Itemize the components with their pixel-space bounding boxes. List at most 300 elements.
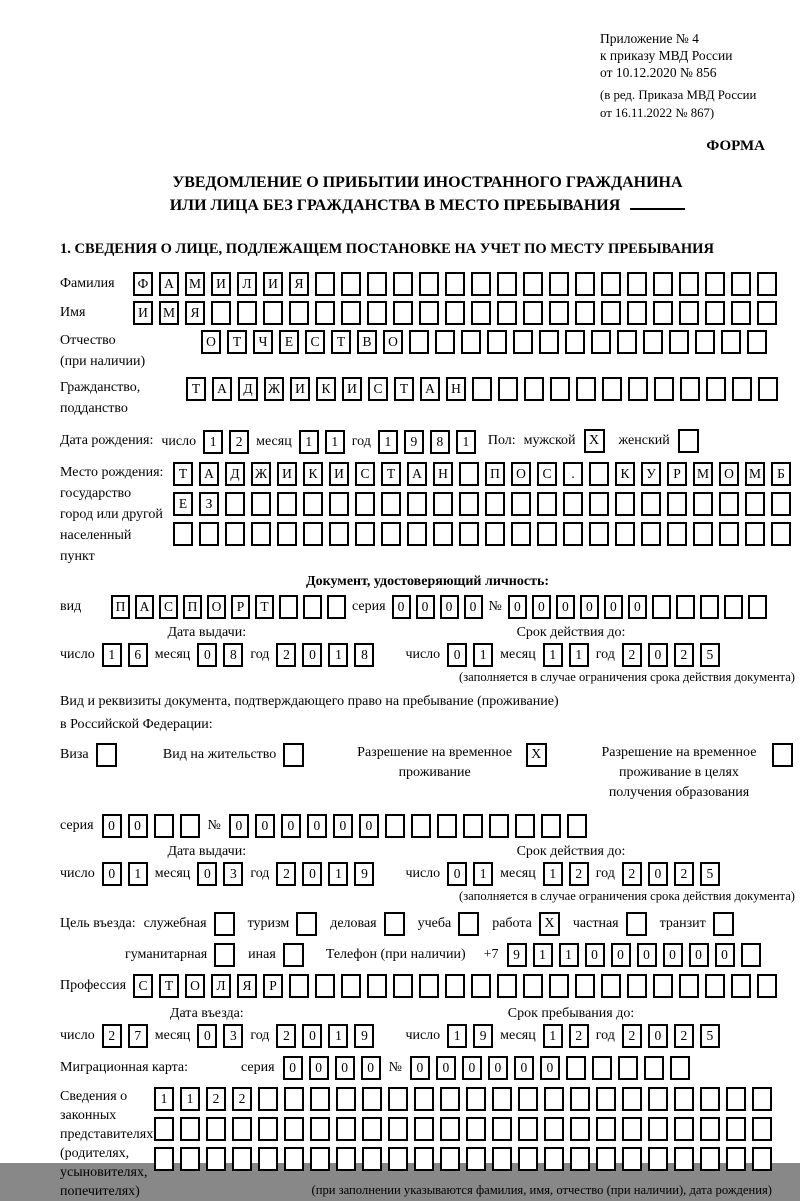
char-cell[interactable] <box>277 522 297 546</box>
char-cell[interactable]: 0 <box>283 1056 303 1080</box>
char-cell[interactable] <box>341 272 361 296</box>
char-cell[interactable]: И <box>329 462 349 486</box>
char-cell[interactable] <box>232 1147 252 1171</box>
char-cell[interactable]: 5 <box>700 1024 720 1048</box>
char-cell[interactable]: Ж <box>251 462 271 486</box>
char-cell[interactable]: 9 <box>354 1024 374 1048</box>
char-cell[interactable] <box>355 522 375 546</box>
char-cell[interactable]: Р <box>263 974 283 998</box>
char-cell[interactable] <box>414 1147 434 1171</box>
char-cell[interactable]: 0 <box>604 595 623 619</box>
char-cell[interactable] <box>411 814 431 838</box>
char-cell[interactable] <box>407 522 427 546</box>
char-cell[interactable] <box>440 1147 460 1171</box>
char-cell[interactable]: С <box>159 595 178 619</box>
char-cell[interactable]: 2 <box>674 1024 694 1048</box>
char-cell[interactable]: Т <box>186 377 206 401</box>
char-cell[interactable]: 9 <box>473 1024 493 1048</box>
char-cell[interactable] <box>154 814 174 838</box>
char-cell[interactable]: 0 <box>440 595 459 619</box>
char-cell[interactable]: 7 <box>128 1024 148 1048</box>
char-cell[interactable]: И <box>277 462 297 486</box>
char-cell[interactable] <box>628 377 648 401</box>
char-cell[interactable] <box>627 272 647 296</box>
char-cell[interactable] <box>576 377 596 401</box>
char-cell[interactable] <box>315 301 335 325</box>
sex-male-checkbox[interactable]: X <box>584 429 605 453</box>
char-cell[interactable] <box>407 492 427 516</box>
char-cell[interactable]: А <box>407 462 427 486</box>
char-cell[interactable] <box>393 272 413 296</box>
char-cell[interactable] <box>652 595 671 619</box>
char-cell[interactable] <box>617 330 637 354</box>
char-cell[interactable] <box>726 1117 746 1141</box>
char-cell[interactable] <box>381 492 401 516</box>
char-cell[interactable]: С <box>355 462 375 486</box>
char-cell[interactable]: 0 <box>392 595 411 619</box>
char-cell[interactable]: П <box>183 595 202 619</box>
char-cell[interactable] <box>485 492 505 516</box>
checkbox-turizm[interactable] <box>296 912 317 936</box>
char-cell[interactable] <box>154 1117 174 1141</box>
char-cell[interactable] <box>653 301 673 325</box>
char-cell[interactable]: 0 <box>197 643 217 667</box>
char-cell[interactable] <box>154 1147 174 1171</box>
char-cell[interactable] <box>289 974 309 998</box>
char-cell[interactable]: 5 <box>700 643 720 667</box>
char-cell[interactable]: 2 <box>674 643 694 667</box>
char-cell[interactable] <box>589 462 609 486</box>
char-cell[interactable] <box>567 814 587 838</box>
char-cell[interactable] <box>393 301 413 325</box>
char-cell[interactable]: 1 <box>473 862 493 886</box>
char-cell[interactable] <box>310 1087 330 1111</box>
char-cell[interactable] <box>757 974 777 998</box>
char-cell[interactable]: Ж <box>264 377 284 401</box>
checkbox-rabota[interactable]: X <box>539 912 560 936</box>
char-cell[interactable]: М <box>745 462 765 486</box>
char-cell[interactable] <box>388 1087 408 1111</box>
char-cell[interactable]: 0 <box>102 814 122 838</box>
char-cell[interactable] <box>549 974 569 998</box>
char-cell[interactable] <box>206 1147 226 1171</box>
char-cell[interactable]: 3 <box>223 862 243 886</box>
char-cell[interactable] <box>518 1117 538 1141</box>
char-cell[interactable] <box>550 377 570 401</box>
char-cell[interactable] <box>622 1087 642 1111</box>
char-cell[interactable] <box>388 1147 408 1171</box>
char-cell[interactable] <box>289 301 309 325</box>
char-cell[interactable] <box>173 522 193 546</box>
char-cell[interactable] <box>700 1087 720 1111</box>
char-cell[interactable] <box>745 522 765 546</box>
char-cell[interactable] <box>674 1087 694 1111</box>
char-cell[interactable]: О <box>383 330 403 354</box>
char-cell[interactable]: 2 <box>674 862 694 886</box>
char-cell[interactable]: 2 <box>622 862 642 886</box>
char-cell[interactable] <box>336 1087 356 1111</box>
char-cell[interactable]: М <box>185 272 205 296</box>
char-cell[interactable] <box>670 1056 690 1080</box>
char-cell[interactable]: 2 <box>569 1024 589 1048</box>
char-cell[interactable] <box>537 492 557 516</box>
char-cell[interactable] <box>618 1056 638 1080</box>
char-cell[interactable] <box>752 1117 772 1141</box>
char-cell[interactable] <box>393 974 413 998</box>
char-cell[interactable] <box>693 492 713 516</box>
checkbox-delovaya[interactable] <box>384 912 405 936</box>
char-cell[interactable] <box>648 1147 668 1171</box>
char-cell[interactable] <box>644 1056 664 1080</box>
char-cell[interactable] <box>414 1087 434 1111</box>
char-cell[interactable] <box>741 943 761 967</box>
char-cell[interactable] <box>498 377 518 401</box>
char-cell[interactable] <box>589 522 609 546</box>
char-cell[interactable] <box>199 522 219 546</box>
char-cell[interactable] <box>695 330 715 354</box>
char-cell[interactable]: 0 <box>514 1056 534 1080</box>
char-cell[interactable]: 0 <box>361 1056 381 1080</box>
char-cell[interactable] <box>329 522 349 546</box>
char-cell[interactable] <box>731 974 751 998</box>
char-cell[interactable] <box>362 1147 382 1171</box>
char-cell[interactable] <box>747 330 767 354</box>
char-cell[interactable]: О <box>511 462 531 486</box>
char-cell[interactable]: 0 <box>447 862 467 886</box>
char-cell[interactable] <box>615 492 635 516</box>
char-cell[interactable] <box>367 301 387 325</box>
char-cell[interactable]: З <box>199 492 219 516</box>
char-cell[interactable] <box>459 462 479 486</box>
char-cell[interactable]: 1 <box>543 643 563 667</box>
char-cell[interactable] <box>643 330 663 354</box>
char-cell[interactable]: 9 <box>404 430 424 454</box>
char-cell[interactable] <box>653 974 673 998</box>
char-cell[interactable] <box>489 814 509 838</box>
char-cell[interactable]: 1 <box>328 643 348 667</box>
char-cell[interactable] <box>570 1117 590 1141</box>
char-cell[interactable]: М <box>159 301 179 325</box>
char-cell[interactable] <box>466 1147 486 1171</box>
char-cell[interactable]: 0 <box>488 1056 508 1080</box>
char-cell[interactable]: И <box>263 272 283 296</box>
char-cell[interactable]: И <box>342 377 362 401</box>
checkbox-ucheba[interactable] <box>458 912 479 936</box>
char-cell[interactable] <box>385 814 405 838</box>
char-cell[interactable]: Т <box>173 462 193 486</box>
char-cell[interactable] <box>225 522 245 546</box>
char-cell[interactable] <box>726 1087 746 1111</box>
char-cell[interactable]: 2 <box>232 1087 252 1111</box>
char-cell[interactable] <box>367 272 387 296</box>
char-cell[interactable] <box>591 330 611 354</box>
char-cell[interactable]: 1 <box>154 1087 174 1111</box>
char-cell[interactable] <box>648 1087 668 1111</box>
char-cell[interactable]: 8 <box>430 430 450 454</box>
char-cell[interactable] <box>419 272 439 296</box>
char-cell[interactable] <box>362 1117 382 1141</box>
char-cell[interactable] <box>667 522 687 546</box>
char-cell[interactable] <box>676 595 695 619</box>
char-cell[interactable] <box>641 492 661 516</box>
char-cell[interactable]: Т <box>159 974 179 998</box>
char-cell[interactable] <box>485 522 505 546</box>
char-cell[interactable]: Е <box>279 330 299 354</box>
char-cell[interactable] <box>541 814 561 838</box>
char-cell[interactable] <box>466 1087 486 1111</box>
char-cell[interactable]: С <box>368 377 388 401</box>
char-cell[interactable] <box>726 1147 746 1171</box>
char-cell[interactable] <box>705 974 725 998</box>
char-cell[interactable]: 1 <box>559 943 579 967</box>
char-cell[interactable] <box>679 301 699 325</box>
char-cell[interactable] <box>437 814 457 838</box>
char-cell[interactable]: О <box>201 330 221 354</box>
char-cell[interactable]: 0 <box>532 595 551 619</box>
char-cell[interactable] <box>251 492 271 516</box>
char-cell[interactable]: 9 <box>354 862 374 886</box>
char-cell[interactable] <box>667 492 687 516</box>
char-cell[interactable] <box>303 595 322 619</box>
char-cell[interactable]: . <box>563 462 583 486</box>
char-cell[interactable] <box>263 301 283 325</box>
char-cell[interactable] <box>433 522 453 546</box>
char-cell[interactable]: Я <box>185 301 205 325</box>
char-cell[interactable] <box>570 1087 590 1111</box>
char-cell[interactable]: Р <box>231 595 250 619</box>
char-cell[interactable] <box>669 330 689 354</box>
char-cell[interactable]: 8 <box>223 643 243 667</box>
char-cell[interactable]: Н <box>446 377 466 401</box>
char-cell[interactable] <box>284 1087 304 1111</box>
char-cell[interactable] <box>440 1087 460 1111</box>
char-cell[interactable]: П <box>111 595 130 619</box>
char-cell[interactable]: И <box>133 301 153 325</box>
char-cell[interactable] <box>367 974 387 998</box>
char-cell[interactable]: 0 <box>128 814 148 838</box>
char-cell[interactable] <box>237 301 257 325</box>
char-cell[interactable] <box>700 1147 720 1171</box>
char-cell[interactable]: 0 <box>302 1024 322 1048</box>
char-cell[interactable]: 5 <box>700 862 720 886</box>
char-cell[interactable] <box>706 377 726 401</box>
char-cell[interactable] <box>524 377 544 401</box>
char-cell[interactable]: 0 <box>281 814 301 838</box>
char-cell[interactable] <box>511 522 531 546</box>
char-cell[interactable] <box>641 522 661 546</box>
char-cell[interactable]: 0 <box>648 862 668 886</box>
char-cell[interactable]: 0 <box>540 1056 560 1080</box>
char-cell[interactable] <box>566 1056 586 1080</box>
char-cell[interactable]: 0 <box>197 862 217 886</box>
char-cell[interactable]: С <box>305 330 325 354</box>
char-cell[interactable]: К <box>316 377 336 401</box>
char-cell[interactable] <box>277 492 297 516</box>
char-cell[interactable]: Л <box>211 974 231 998</box>
char-cell[interactable]: 0 <box>580 595 599 619</box>
char-cell[interactable] <box>513 330 533 354</box>
char-cell[interactable] <box>336 1117 356 1141</box>
char-cell[interactable] <box>544 1117 564 1141</box>
char-cell[interactable] <box>225 492 245 516</box>
char-cell[interactable] <box>732 377 752 401</box>
char-cell[interactable] <box>419 974 439 998</box>
char-cell[interactable]: 0 <box>648 1024 668 1048</box>
char-cell[interactable]: 1 <box>533 943 553 967</box>
char-cell[interactable]: Ч <box>253 330 273 354</box>
char-cell[interactable] <box>705 301 725 325</box>
char-cell[interactable]: 1 <box>328 1024 348 1048</box>
char-cell[interactable] <box>523 974 543 998</box>
char-cell[interactable]: 0 <box>302 862 322 886</box>
char-cell[interactable] <box>515 814 535 838</box>
char-cell[interactable] <box>758 377 778 401</box>
char-cell[interactable]: 0 <box>359 814 379 838</box>
char-cell[interactable] <box>627 974 647 998</box>
char-cell[interactable] <box>622 1147 642 1171</box>
char-cell[interactable] <box>258 1087 278 1111</box>
char-cell[interactable]: М <box>693 462 713 486</box>
char-cell[interactable] <box>518 1147 538 1171</box>
char-cell[interactable]: 1 <box>180 1087 200 1111</box>
char-cell[interactable]: 0 <box>197 1024 217 1048</box>
char-cell[interactable] <box>537 522 557 546</box>
char-cell[interactable] <box>409 330 429 354</box>
char-cell[interactable]: Т <box>255 595 274 619</box>
char-cell[interactable]: 2 <box>622 1024 642 1048</box>
char-cell[interactable] <box>757 272 777 296</box>
char-cell[interactable] <box>251 522 271 546</box>
char-cell[interactable] <box>463 814 483 838</box>
char-cell[interactable]: 0 <box>307 814 327 838</box>
residence-permit-checkbox[interactable] <box>283 743 304 767</box>
char-cell[interactable] <box>445 272 465 296</box>
char-cell[interactable]: 0 <box>585 943 605 967</box>
temp-residence-education-checkbox[interactable] <box>772 743 793 767</box>
char-cell[interactable] <box>679 272 699 296</box>
char-cell[interactable] <box>492 1147 512 1171</box>
char-cell[interactable]: Т <box>227 330 247 354</box>
char-cell[interactable] <box>518 1087 538 1111</box>
char-cell[interactable] <box>596 1117 616 1141</box>
char-cell[interactable] <box>570 1147 590 1171</box>
char-cell[interactable]: 2 <box>229 430 249 454</box>
char-cell[interactable] <box>440 1117 460 1141</box>
char-cell[interactable]: С <box>537 462 557 486</box>
char-cell[interactable] <box>575 974 595 998</box>
char-cell[interactable] <box>232 1117 252 1141</box>
char-cell[interactable] <box>601 974 621 998</box>
char-cell[interactable] <box>492 1117 512 1141</box>
char-cell[interactable] <box>752 1147 772 1171</box>
char-cell[interactable] <box>284 1147 304 1171</box>
char-cell[interactable] <box>461 330 481 354</box>
char-cell[interactable]: 0 <box>663 943 683 967</box>
char-cell[interactable]: О <box>185 974 205 998</box>
char-cell[interactable]: Б <box>771 462 791 486</box>
char-cell[interactable]: П <box>485 462 505 486</box>
char-cell[interactable]: 0 <box>464 595 483 619</box>
char-cell[interactable] <box>388 1117 408 1141</box>
char-cell[interactable] <box>341 974 361 998</box>
char-cell[interactable] <box>497 974 517 998</box>
char-cell[interactable] <box>180 1117 200 1141</box>
char-cell[interactable] <box>258 1117 278 1141</box>
char-cell[interactable]: 0 <box>462 1056 482 1080</box>
sex-female-checkbox[interactable] <box>678 429 699 453</box>
char-cell[interactable] <box>303 522 323 546</box>
char-cell[interactable]: 1 <box>325 430 345 454</box>
char-cell[interactable]: С <box>133 974 153 998</box>
char-cell[interactable] <box>381 522 401 546</box>
char-cell[interactable] <box>622 1117 642 1141</box>
char-cell[interactable] <box>419 301 439 325</box>
char-cell[interactable] <box>459 492 479 516</box>
char-cell[interactable]: 0 <box>611 943 631 967</box>
char-cell[interactable] <box>471 974 491 998</box>
char-cell[interactable] <box>310 1117 330 1141</box>
char-cell[interactable]: В <box>357 330 377 354</box>
char-cell[interactable] <box>336 1147 356 1171</box>
char-cell[interactable]: 1 <box>456 430 476 454</box>
char-cell[interactable]: Т <box>331 330 351 354</box>
char-cell[interactable] <box>596 1147 616 1171</box>
char-cell[interactable]: А <box>159 272 179 296</box>
char-cell[interactable]: О <box>207 595 226 619</box>
char-cell[interactable]: 0 <box>302 643 322 667</box>
char-cell[interactable]: 2 <box>276 862 296 886</box>
char-cell[interactable]: Л <box>237 272 257 296</box>
char-cell[interactable] <box>445 301 465 325</box>
char-cell[interactable]: И <box>211 272 231 296</box>
char-cell[interactable]: 1 <box>543 862 563 886</box>
char-cell[interactable]: 8 <box>354 643 374 667</box>
char-cell[interactable] <box>563 522 583 546</box>
char-cell[interactable] <box>511 492 531 516</box>
checkbox-tranzit[interactable] <box>713 912 734 936</box>
char-cell[interactable] <box>327 595 346 619</box>
char-cell[interactable]: 0 <box>102 862 122 886</box>
char-cell[interactable]: А <box>135 595 154 619</box>
char-cell[interactable]: Я <box>289 272 309 296</box>
char-cell[interactable] <box>310 1147 330 1171</box>
char-cell[interactable]: О <box>719 462 739 486</box>
checkbox-inaya[interactable] <box>283 943 304 967</box>
char-cell[interactable] <box>544 1087 564 1111</box>
char-cell[interactable]: Т <box>394 377 414 401</box>
char-cell[interactable] <box>719 522 739 546</box>
char-cell[interactable] <box>615 522 635 546</box>
char-cell[interactable]: А <box>212 377 232 401</box>
char-cell[interactable] <box>355 492 375 516</box>
char-cell[interactable]: 0 <box>447 643 467 667</box>
char-cell[interactable]: 2 <box>569 862 589 886</box>
char-cell[interactable]: А <box>199 462 219 486</box>
char-cell[interactable]: 0 <box>335 1056 355 1080</box>
char-cell[interactable] <box>471 272 491 296</box>
char-cell[interactable]: 0 <box>410 1056 430 1080</box>
char-cell[interactable] <box>279 595 298 619</box>
char-cell[interactable] <box>719 492 739 516</box>
char-cell[interactable] <box>303 492 323 516</box>
char-cell[interactable]: А <box>420 377 440 401</box>
char-cell[interactable] <box>674 1117 694 1141</box>
char-cell[interactable]: Ф <box>133 272 153 296</box>
char-cell[interactable] <box>731 301 751 325</box>
char-cell[interactable] <box>487 330 507 354</box>
char-cell[interactable]: 1 <box>378 430 398 454</box>
char-cell[interactable]: 2 <box>276 643 296 667</box>
